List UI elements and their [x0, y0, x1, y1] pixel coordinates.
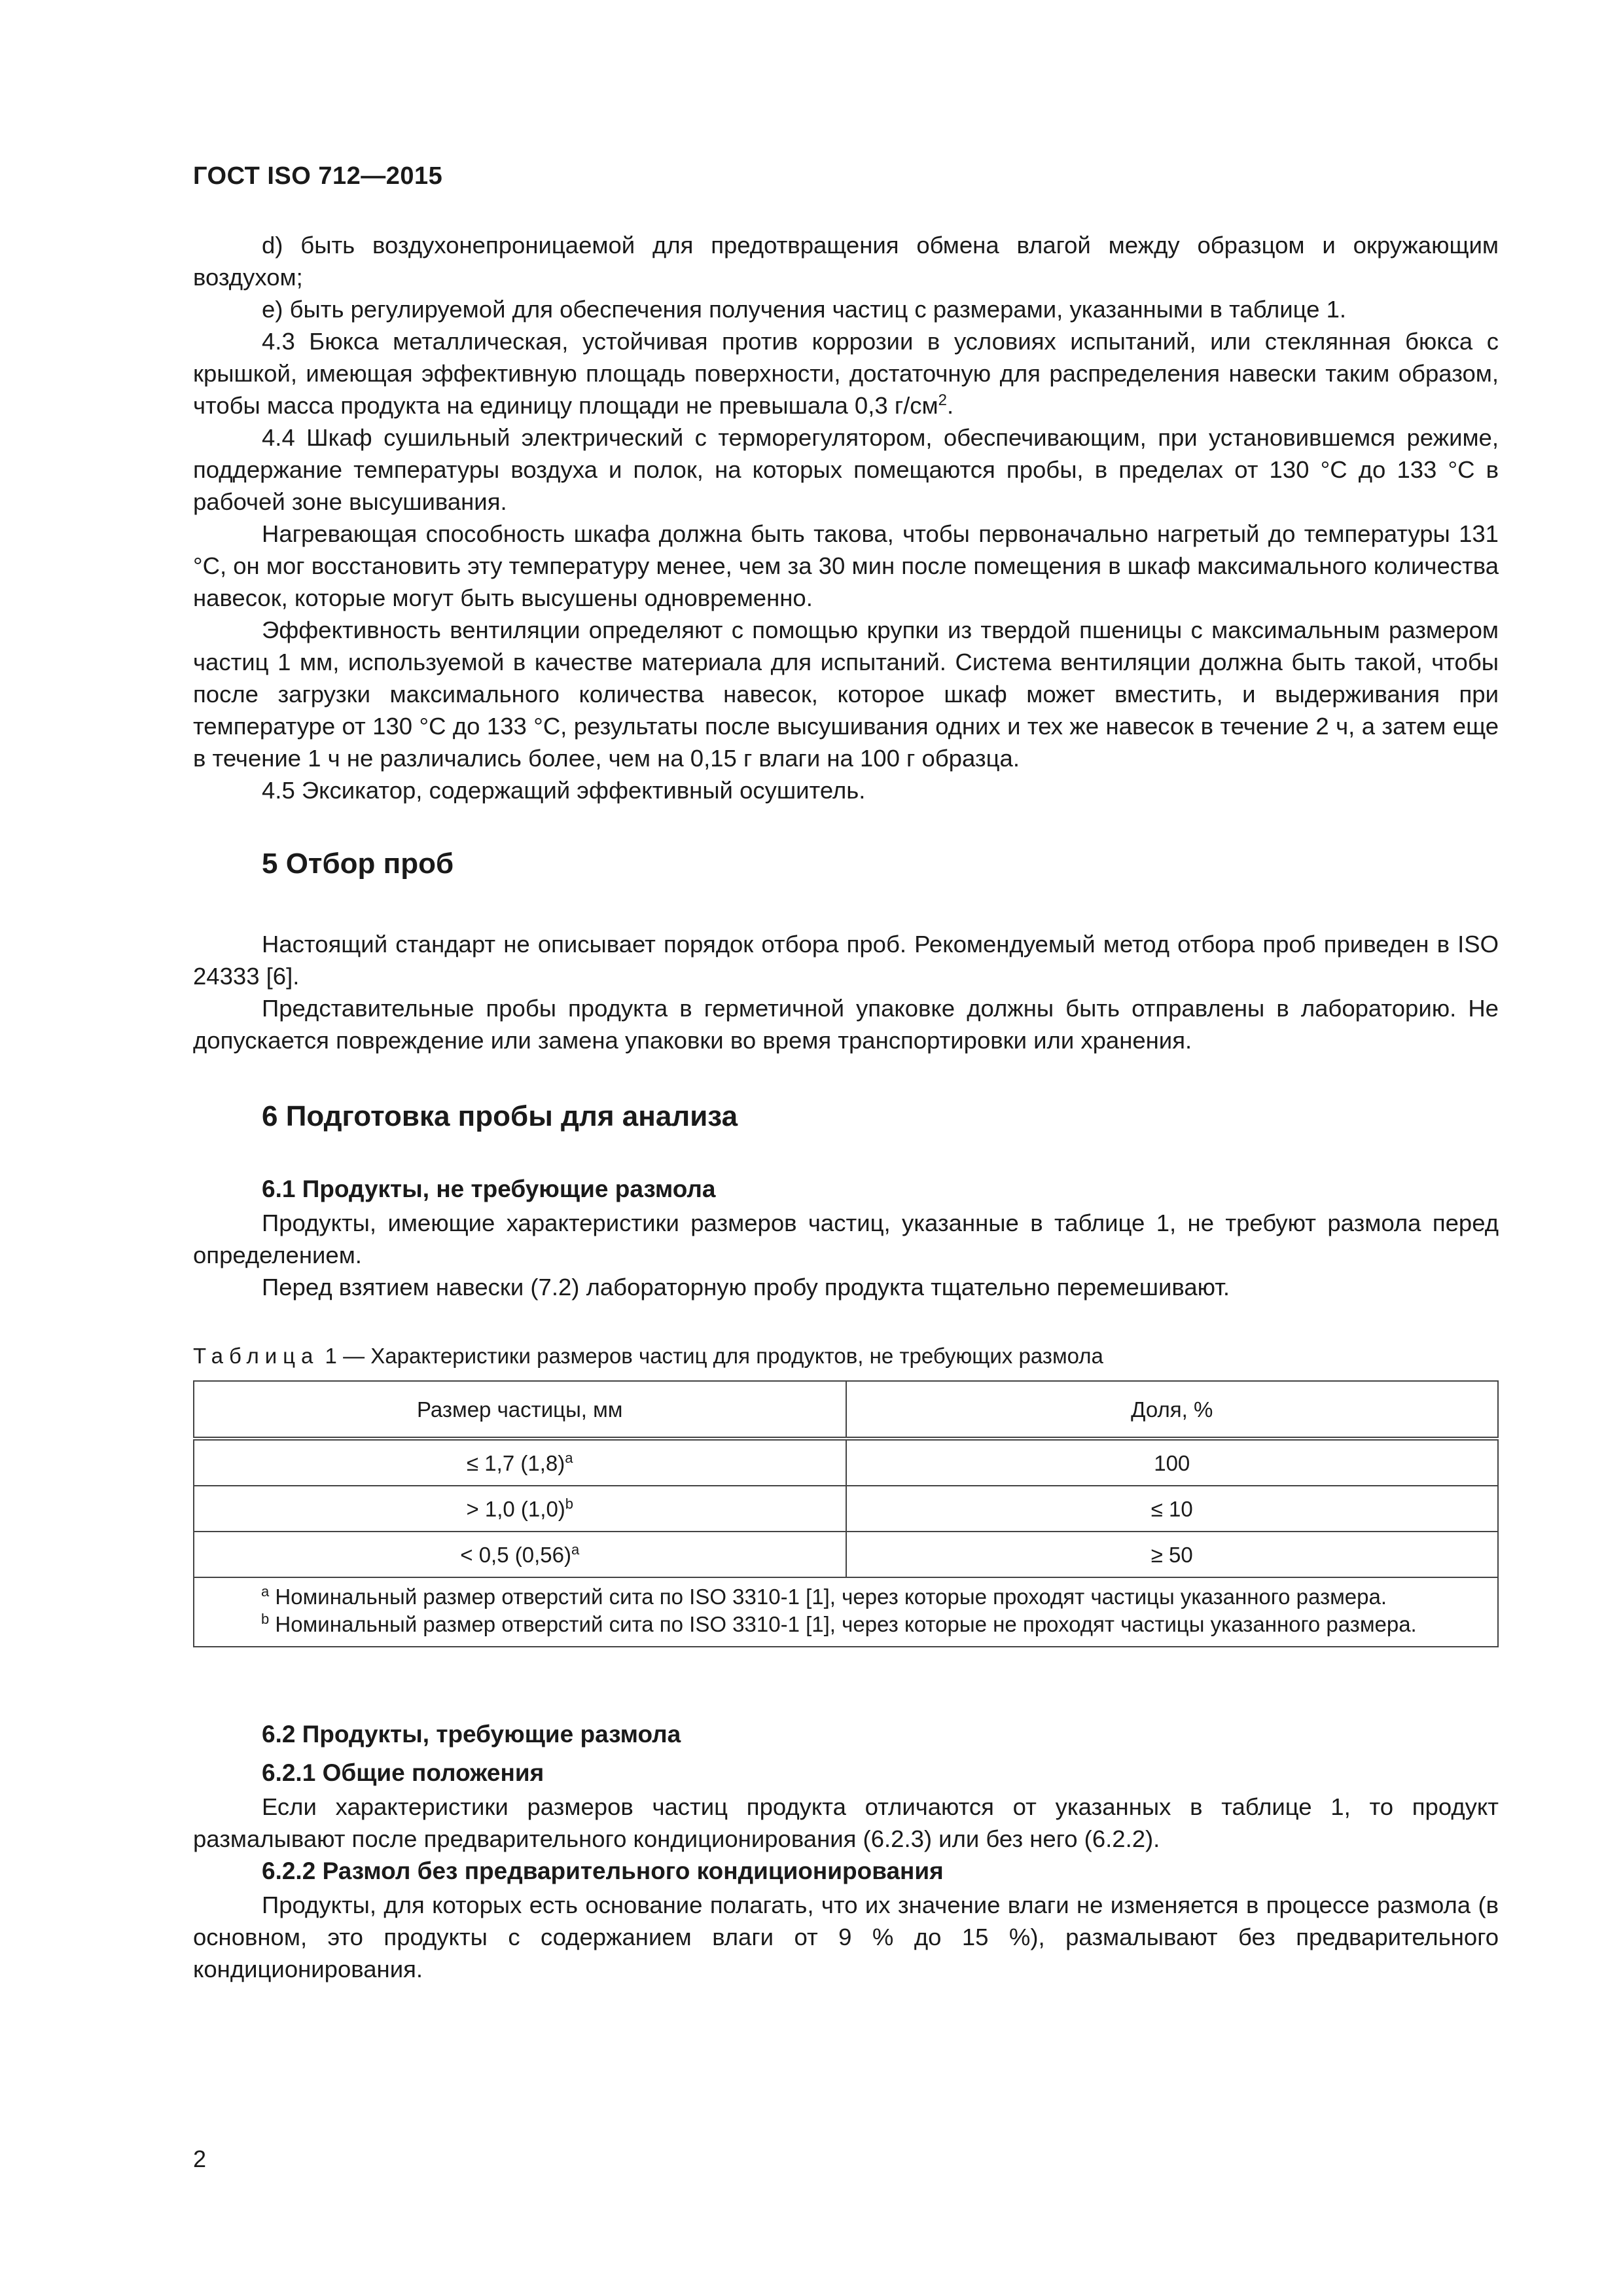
paragraph-4-4-ventilation: Эффективность вентиляции определяют с помощью крупки из твердой пшеницы с максимальным размером частиц 1 мм, используемой в качестве материала для испытаний. Система вентиляции должна быть такой, чтобы после загрузки максимального количества навесок, которое шкаф может вместить, и выдерживания при температуре от 130 °C до 133 °C, результаты после высушивания одних и тех же навесок в течение 2 ч, а затем еще в течение 1 ч не различались более, чем на 0,15 г влаги на 100 г образца. — [193, 617, 1499, 772]
column-header-share: Доля, % — [846, 1381, 1499, 1439]
section-6-1-paragraph-1: Продукты, имеющие характеристики размеров частиц, указанные в таблице 1, не требуют размола перед определением. — [193, 1210, 1499, 1268]
section-5-paragraph-1: Настоящий стандарт не описывает порядок отбора проб. Рекомендуемый метод отбора проб приведен в ISO 24333 [6]. — [193, 931, 1499, 990]
section-6-2-title: 6.2 Продукты, требующие размола — [262, 1721, 681, 1748]
section-6-1-paragraph-2: Перед взятием навески (7.2) лабораторную пробу продукта тщательно перемешивают. — [262, 1274, 1230, 1300]
document-header: ГОСТ ISO 712—2015 — [193, 162, 443, 190]
table-row — [194, 1486, 1498, 1532]
table-notes-row — [194, 1577, 1498, 1647]
paragraph-4-4: 4.4 Шкаф сушильный электрический с терморегулятором, обеспечивающим, при установившемся режиме, поддержание температуры воздуха и полок, на которых помещаются пробы, в пределах от 130 °C до 133 °C в рабочей зоне высушивания. — [193, 424, 1499, 515]
section-6-2-2-paragraph: Продукты, для которых есть основание полагать, что их значение влаги не изменяется в процессе размола (в основном, это продукты с содержанием влаги от 9 % до 15 %), размалывают без предварительного кондиционирования. — [193, 1892, 1499, 1982]
cell-size — [194, 1532, 846, 1577]
cell-size — [194, 1439, 846, 1486]
superscript: 2 — [938, 391, 947, 409]
section-6-1-title: 6.1 Продукты, не требующие размола — [262, 1175, 716, 1202]
footnote-mark: b — [565, 1495, 574, 1512]
footnote-mark: a — [565, 1449, 573, 1466]
table-note-a — [209, 1583, 1483, 1611]
section-6-2-1-paragraph: Если характеристики размеров частиц продукта отличаются от указанных в таблице 1, то продукт размалывают после предварительного кондиционирования (6.2.3) или без него (6.2.2). — [193, 1793, 1499, 1852]
paragraph-4-3-text: 4.3 Бюкса металлическая, устойчивая против коррозии в условиях испытаний, или стеклянная бюкса с крышкой, имеющая эффективную площадь поверхности, достаточную для распределения навески таким образом, чтобы масса продукта на единицу площади не превышала 0,3 г/см — [193, 328, 1499, 419]
table-notes — [194, 1577, 1498, 1647]
section-6-2-2-title: 6.2.2 Размол без предварительного кондиционирования — [262, 1857, 944, 1884]
table-note-text: Номинальный размер отверстий сита по ISO 3310-1 [1], через которые проходят частицы указанного размера. — [269, 1585, 1387, 1609]
table-caption-word: Таблица — [193, 1344, 319, 1368]
section-5-title: 5 Отбор проб — [262, 848, 454, 880]
table-1 — [193, 1380, 1499, 1647]
table-note-text: Номинальный размер отверстий сита по ISO 3310-1 [1], через которые не проходят частицы указанного размера. — [269, 1612, 1417, 1636]
table-row — [194, 1439, 1498, 1486]
section-5-paragraph-2: Представительные пробы продукта в герметичной упаковке должны быть отправлены в лабораторию. Не допускается повреждение или замена упаковки во время транспортировки или хранения. — [193, 995, 1499, 1054]
table-1-caption — [193, 1341, 1499, 1371]
size-value: > 1,0 (1,0) — [466, 1496, 565, 1521]
table-caption-text: 1 — Характеристики размеров частиц для продуктов, не требующих размола — [319, 1344, 1103, 1368]
cell-share: 100 — [846, 1439, 1499, 1486]
section-6-2-1-title: 6.2.1 Общие положения — [262, 1759, 544, 1786]
cell-size — [194, 1486, 846, 1532]
footnote-mark: a — [261, 1583, 270, 1600]
page-number: 2 — [193, 2145, 207, 2172]
column-header-size: Размер частицы, мм — [194, 1381, 846, 1439]
paragraph-4-5: 4.5 Эксикатор, содержащий эффективный осушитель. — [262, 777, 866, 804]
paragraph-4-4-heating: Нагревающая способность шкафа должна быть такова, чтобы первоначально нагретый до температуры 131 °C, он мог восстановить эту температуру менее, чем за 30 мин после помещения в шкаф максимального количества навесок, которые могут быть высушены одновременно. — [193, 520, 1499, 611]
table-note-b — [209, 1611, 1483, 1638]
size-value: < 0,5 (0,56) — [460, 1542, 571, 1567]
table-header-row — [194, 1381, 1498, 1439]
document-body — [193, 229, 1499, 1985]
size-value: ≤ 1,7 (1,8) — [467, 1450, 565, 1475]
table-row — [194, 1532, 1498, 1577]
paragraph-4-3-end: . — [946, 392, 954, 419]
footnote-mark: b — [261, 1611, 270, 1627]
footnote-mark: a — [571, 1541, 580, 1558]
paragraph-4-3 — [193, 325, 1499, 422]
section-6-title: 6 Подготовка пробы для анализа — [262, 1100, 738, 1132]
cell-share: ≤ 10 — [846, 1486, 1499, 1532]
cell-share: ≥ 50 — [846, 1532, 1499, 1577]
paragraph-d: d) быть воздухонепроницаемой для предотвращения обмена влагой между образцом и окружающим воздухом; — [193, 232, 1499, 291]
paragraph-e: e) быть регулируемой для обеспечения получения частиц с размерами, указанными в таблице 1. — [262, 296, 1347, 323]
